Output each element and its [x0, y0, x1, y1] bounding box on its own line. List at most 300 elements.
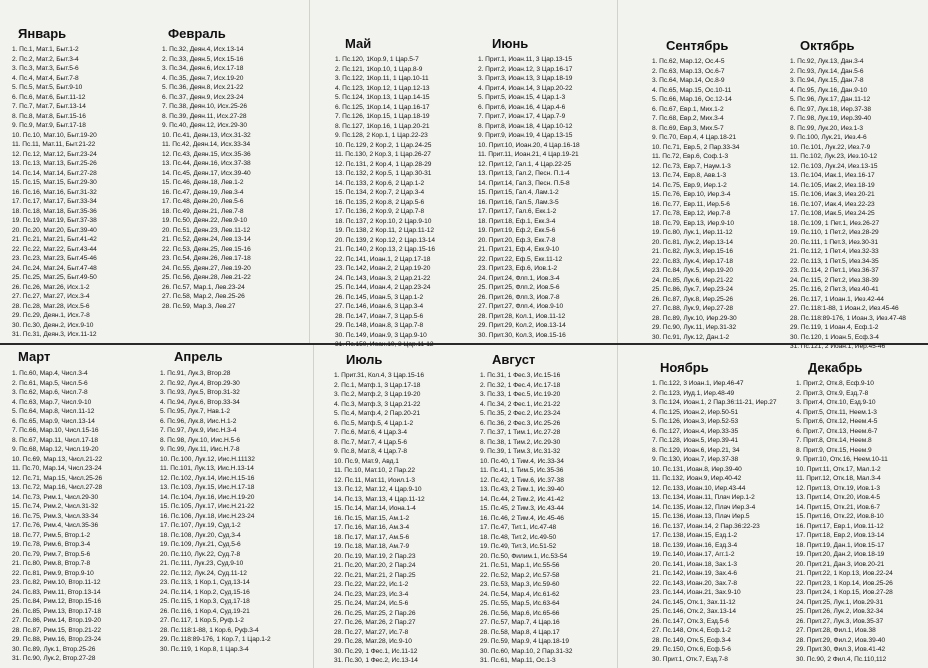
- reading-day-line: 16. Пс.16, Мат.16, Быт.31-32: [12, 188, 97, 196]
- reading-day-line: 15. Пс.76, Евр.10, Иер.3-4: [652, 191, 731, 198]
- reading-day-line: 23. Пс.54, Деян.26, Лев.17-18: [162, 255, 251, 262]
- reading-day-line: 17. Прит.17, Гал.6, Екк.1-2: [478, 208, 557, 215]
- reading-day-line: 14. Пс.135, Иоан.12, Плач Иер.3-4: [652, 503, 756, 511]
- reading-day-line: 30. Пс.120, 1 Иоан.5, Есф.3-4: [790, 333, 879, 341]
- reading-day-line: 29. Пс.88, Рим.16, Втор.23-24: [12, 636, 102, 643]
- reading-day-line: 23. Пс.142, Иоан.2, 2 Цар.19-20: [335, 265, 431, 272]
- reading-day-line: 28. Пс.28, Мат.28, Исх.5-6: [12, 302, 90, 310]
- reading-day-line: 24. Пс.55, Деян.27, Лев.19-20: [162, 264, 251, 272]
- reading-day-line: 9. Пс.8, Мат.8, 4 Цар.7-8: [334, 448, 408, 455]
- reading-day-line: 16. Пс.107, Иак.4, Иез.22-23: [790, 200, 875, 208]
- reading-day-line: 7. Пс.98, Лук.19, Иер.39-40: [790, 115, 872, 122]
- reading-day-line: 22. Пс.21, Мат.21, 2 Пар.25: [334, 571, 416, 579]
- month-title: Июнь: [492, 36, 529, 51]
- reading-day-line: 7. Пс.37, 1 Тим.1, Ис.27-28: [480, 429, 561, 436]
- reading-day-line: 2. Пс.123, Иуд.1, Иер.48-49: [652, 389, 735, 397]
- reading-day-line: 21. Пс.112, 1 Пет.4, Иез.32-33: [790, 248, 879, 255]
- reading-day-line: 22. Пс.52, Мар.2, Ис.57-58: [480, 571, 560, 579]
- reading-day-line: 14. Пс.44, 2 Тим.2, Ис.41-42: [480, 495, 564, 503]
- reading-day-line: 5. Пс.35, 2 Фес.2, Ис.23-24: [480, 410, 561, 417]
- reading-day-line: 17. Пс.78, Евр.12, Иер.7-8: [652, 210, 731, 217]
- reading-day-line: 8. Пс.8, Мат.8, Быт.15-16: [12, 112, 86, 120]
- reading-day-line: 6. Пс.65, Мар.9, Числ.13-14: [12, 417, 95, 425]
- reading-list: [12, 369, 182, 664]
- reading-day-line: 2. Пс.93, Лук.14, Дан.5-6: [790, 67, 864, 75]
- reading-day-line: 11. Прит.12, Отк.18, Мал.3-4: [796, 475, 881, 482]
- reading-day-line: 20. Прит.20, Еф.3, Екк.7-8: [478, 236, 556, 244]
- reading-day-line: 27. Пс.58, Мар.2, Лев.25-26: [162, 293, 245, 300]
- reading-day-line: 23. Пс.22, Мат.22, Ис.1-2: [334, 581, 409, 588]
- reading-day-line: 22. Пс.143, Иоан.20, Зах.7-8: [652, 579, 737, 587]
- reading-day-line: 23. Прит.24, 1 Кор.15, Иов.27-28: [796, 589, 893, 596]
- reading-day-line: 4. Пс.63, Мар.7, Числ.9-10: [12, 398, 92, 406]
- reading-day-line: 27. Пс.86, Рим.14, Втор.19-20: [12, 617, 102, 624]
- reading-day-line: 8. Пс.67, Мар.11, Числ.17-18: [12, 436, 98, 444]
- reading-day-line: 30. Пс.89, Лук.1, Втор.25-26: [12, 645, 96, 653]
- month-april: [160, 349, 330, 654]
- reading-day-line: 22. Пс.22, Мат.22, Быт.43-44: [12, 245, 97, 253]
- reading-day-line: 13. Пс.103, Лук.15, Иис.Н.17-18: [160, 484, 255, 491]
- reading-day-line: 3. Прит.3, Иоан.13, 3 Цар.18-19: [478, 75, 573, 82]
- reading-day-line: 8. Пс.39, Деян.11, Исх.27-28: [162, 112, 247, 120]
- reading-day-line: 6. Пс.96, Лук.8, Иис.Н.1-2: [160, 417, 237, 425]
- reading-day-line: 29. Прит.30, Фил.3, Иов.41-42: [796, 646, 886, 653]
- reading-day-line: 20. Пс.81, Лук.2, Иер.13-14: [652, 238, 734, 246]
- reading-day-line: 16. Пс.15, Мат.15, Ам.1-2: [334, 514, 410, 522]
- reading-day-line: 17. Пс.138, Иоан.15, Езд.1-2: [652, 532, 738, 539]
- reading-day-line: 18. Пс.17, Мат.17, Ам.5-6: [334, 533, 410, 541]
- reading-day-line: 3. Пс.2, Матф.2, 3 Цар.19-20: [334, 391, 421, 398]
- reading-day-line: 23. Пс.113, 1 Кор.1, Суд.13-14: [160, 579, 250, 586]
- reading-day-line: 6. Пс.37, Деян.9, Исх.23-24: [162, 93, 244, 101]
- reading-day-line: 20. Пс.139, 2 Кор.12, 2 Цар.13-14: [335, 236, 435, 244]
- reading-day-line: 28. Пс.147, Иоан.7, 3 Цар.5-6: [335, 312, 424, 320]
- reading-day-line: 16. Пс.75, Рим.3, Числ.33-34: [12, 512, 99, 520]
- reading-day-line: 30. Пс.30, Деян.2, Исх.9-10: [12, 321, 94, 329]
- reading-day-line: 26. Пс.26, Мат.26, Исх.1-2: [12, 283, 90, 291]
- reading-day-line: 22. Пс.113, 1 Пет.5, Иез.34-35: [790, 257, 879, 265]
- reading-day-line: 14. Прит.14, Гал.3, Песн. П.5-8: [478, 179, 570, 187]
- reading-day-line: 9. Пс.99, Лук.11, Иис.Н.7-8: [160, 446, 240, 453]
- month-december: [796, 360, 928, 664]
- reading-day-line: 18. Пс.48, Тит.2, Ис.49-50: [480, 533, 557, 541]
- reading-day-line: 7. Пс.97, Лук.9, Иис.Н.3-4: [160, 427, 237, 434]
- reading-day-line: 11. Пс.130, 2 Кор.3, 1 Цар.26-27: [335, 151, 431, 158]
- reading-day-line: 15. Пс.15, Мат.15, Быт.29-30: [12, 179, 97, 186]
- reading-list: [12, 45, 182, 340]
- reading-day-line: 2. Пс.1, Матф.1, 3 Цар.17-18: [334, 381, 421, 389]
- reading-list: [796, 379, 928, 664]
- reading-day-line: 14. Пс.45, Деян.17, Исх.39-40: [162, 169, 251, 177]
- reading-day-line: 22. Пс.112, Лук.24, Суд.11-12: [160, 569, 247, 577]
- reading-day-line: 19. Пс.109, Лук.21, Суд.5-6: [160, 541, 241, 548]
- reading-day-line: 17. Пс.17, Мат.17, Быт.33-34: [12, 198, 97, 205]
- reading-day-line: 19. Пс.50, Деян.22, Лев.9-10: [162, 217, 248, 224]
- reading-day-line: 11. Пс.42, Деян.14, Исх.33-34: [162, 141, 251, 148]
- month-august: [480, 352, 650, 666]
- reading-day-line: 21. Пс.80, Рим.8, Втор.7-8: [12, 560, 91, 567]
- reading-day-line: 26. Прит.27, Лук.3, Иов.35-37: [796, 617, 884, 625]
- reading-day-line: 24. Пс.23, Мат.23, Ис.3-4: [334, 590, 409, 598]
- reading-day-line: 21. Пс.51, Мар.1, Ис.55-56: [480, 562, 560, 569]
- reading-day-line: 29. Пс.90, Лук.11, Иер.31-32: [652, 324, 737, 331]
- reading-day-line: 2. Прит.2, Иоан.12, 3 Цар.16-17: [478, 65, 573, 73]
- reading-day-line: 6. Пс.5, Матф.5, 4 Цар.1-2: [334, 419, 414, 427]
- reading-day-line: 1. Прит.31, Кол.4, 3 Цар.15-16: [334, 372, 424, 379]
- reading-day-line: 5. Пс.4, Матф.4, 2 Пар.20-21: [334, 410, 421, 417]
- reading-day-line: 25. Пс.56, Деян.28, Лев.21-22: [162, 274, 251, 281]
- month-title: Апрель: [174, 349, 223, 364]
- reading-day-line: 25. Пс.84, Рим.12, Втор.15-16: [12, 598, 102, 605]
- reading-day-line: 5. Пс.126, Иоан.3, Иер.52-53: [652, 418, 739, 425]
- reading-day-line: 24. Пс.24, Мат.24, Быт.47-48: [12, 264, 97, 272]
- reading-day-line: 29. Прит.29, Кол.2, Иов.13-14: [478, 322, 566, 329]
- reading-day-line: 5. Прит.5, Иоан.15, 4 Цар.1-3: [478, 94, 566, 101]
- reading-day-line: 18. Пс.77, Рим.5, Втор.1-2: [12, 531, 91, 539]
- reading-day-line: 19. Пс.18, Мат.18, Ам.7-9: [334, 543, 410, 550]
- reading-day-line: 8. Прит.8, Иоан.18, 4 Цар.10-12: [478, 122, 573, 130]
- reading-day-line: 29. Пс.118:89-176, 1 Кор.7, 1 Цар.1-2: [160, 636, 271, 643]
- reading-day-line: 7. Прит.8, Отк.14, Неем.8: [796, 437, 872, 444]
- reading-day-line: 12. Пс.102, Лук.14, Иис.Н.15-16: [160, 474, 255, 482]
- reading-day-line: 3. Прит.4, Отк.10, Езд.9-10: [796, 399, 876, 406]
- reading-day-line: 27. Прит.28, Фил.1, Иов.38: [796, 627, 876, 634]
- reading-day-line: 11. Пс.132, Иоан.9, Иер.40-42: [652, 475, 742, 482]
- reading-day-line: 24. Пс.83, Рим.11, Втор.13-14: [12, 588, 101, 596]
- reading-day-line: 26. Пс.147, Отк.3, Езд.5-6: [652, 617, 729, 625]
- reading-day-line: 18. Пс.49, Деян.21, Лев.7-8: [162, 207, 244, 215]
- reading-day-line: 9. Пс.70, Евр.4, 4 Цар.18-21: [652, 134, 737, 141]
- reading-day-line: 13. Пс.43, 2 Тим.1, Ис.39-40: [480, 486, 564, 493]
- reading-day-line: 13. Пс.12, Мат.12, 4 Цар.9-10: [334, 486, 422, 493]
- reading-list: [160, 369, 330, 654]
- reading-day-line: 21. Пс.142, Иоан.19, Зах.4-6: [652, 570, 737, 577]
- reading-day-line: 21. Пс.82, Лук.3, Иер.15-16: [652, 248, 734, 255]
- reading-day-line: 18. Пс.108, Лук.20, Суд.3-4: [160, 531, 241, 539]
- reading-day-line: 3. Пс.122, 1Кор.11, 1 Цар.10-11: [335, 75, 429, 82]
- reading-day-line: 10. Пс.10, Мат.10, Быт.19-20: [12, 131, 97, 139]
- reading-day-line: 28. Пс.59, Мар.3, Лев.27: [162, 302, 236, 310]
- reading-day-line: 19. Пс.138, 2 Кор.11, 2 Цар.11-12: [335, 227, 434, 234]
- reading-day-line: 14. Пс.13, Мат.13, 4 Цар.11-12: [334, 495, 425, 503]
- reading-day-line: 4. Пс.65, Мар.15, Ос.10-11: [652, 86, 732, 94]
- reading-day-line: 14. Пс.75, Евр.9, Иер.1-2: [652, 181, 727, 189]
- reading-day-line: 10. Пс.69, Мар.13, Числ.21-22: [12, 455, 103, 463]
- reading-day-line: 3. Пс.94, Лук.15, Дан.7-8: [790, 77, 864, 84]
- reading-day-line: 12. Пс.133, Иоан.10, Иер.43-44: [652, 484, 746, 492]
- reading-day-line: 13. Пс.132, 2 Кор.5, 1 Цар.30-31: [335, 170, 432, 177]
- reading-day-line: 26. Пс.116, 1 Кор.4, Суд.19-21: [160, 607, 250, 615]
- reading-day-line: 17. Пс.76, Рим.4, Числ.35-36: [12, 522, 99, 529]
- reading-day-line: 20. Пс.19, Мат.19, 2 Пар.23: [334, 552, 416, 560]
- reading-day-line: 13. Пс.74, Евр.8, Авв.1-3: [652, 172, 727, 179]
- reading-day-line: 18. Пс.109, 1 Пет.1, Иез.26-27: [790, 219, 880, 227]
- reading-day-line: 12. Пс.12, Мат.12, Быт.23-24: [12, 150, 97, 158]
- reading-day-line: 1. Прит.1, Иоан.11, 3 Цар.13-15: [478, 56, 572, 63]
- reading-day-line: 3. Пс.3, Мат.3, Быт.5-6: [12, 65, 79, 72]
- reading-day-line: 9. Пс.9, Мат.9, Быт.17-18: [12, 122, 86, 129]
- reading-day-line: 13. Прит.14, Отк.20, Иов.4-5: [796, 494, 880, 501]
- reading-day-line: 7. Пс.6, Мат.6, 4 Цар.3-4: [334, 429, 408, 436]
- reading-day-line: 12. Пс.42, 1 Тим.6, Ис.37-38: [480, 476, 564, 484]
- reading-day-line: 8. Пс.98, Лук.10, Иис.Н.5-6: [160, 436, 240, 444]
- reading-day-line: 7. Пс.128, Иоан.5, Иер.39-41: [652, 437, 739, 444]
- reading-day-line: 30. Пс.29, 1 Фес.1, Ис.11-12: [334, 647, 418, 655]
- reading-day-line: 7. Пс.38, Деян.10, Исх.25-26: [162, 103, 248, 110]
- reading-day-line: 25. Прит.26, Лук.2, Иов.32-34: [796, 608, 884, 615]
- reading-day-line: 22. Прит.22, Еф.5, Екк.11-12: [478, 255, 563, 263]
- reading-day-line: 27. Пс.148, Отк.4, Есф.1-2: [652, 627, 731, 634]
- reading-day-line: 20. Пс.51, Деян.23, Лев.11-12: [162, 226, 251, 234]
- reading-day-line: 4. Пс.3, Матф.3, 3 Цар.21-22: [334, 400, 421, 408]
- reading-day-line: 29. Пс.150, Отк.6, Есф.5-6: [652, 646, 731, 653]
- reading-day-line: 17. Прит.18, Евр.2, Иов.13-14: [796, 532, 885, 539]
- reading-day-line: 24. Пс.145, Отк.1, Зах.11-12: [652, 598, 736, 606]
- month-june: [478, 36, 648, 340]
- reading-day-line: 15. Пс.14, Мат.14, Иона.1-4: [334, 505, 416, 512]
- reading-day-line: 6. Прит.6, Иоан.16, 4 Цар.4-6: [478, 103, 566, 111]
- reading-day-line: 22. Пс.53, Деян.25, Лев.15-16: [162, 245, 251, 253]
- reading-day-line: 10. Прит.10, Иоан.20, 4 Цар.16-18: [478, 141, 580, 149]
- reading-day-line: 17. Пс.136, 2 Кор.9, 2 Цар.7-8: [335, 208, 425, 215]
- reading-day-line: 11. Пс.101, Лук.13, Иис.Н.13-14: [160, 465, 254, 472]
- reading-day-line: 9. Пс.130, Иоан.7, Иер.37-38: [652, 456, 739, 463]
- reading-day-line: 23. Пс.23, Мат.23, Быт.45-46: [12, 255, 97, 262]
- reading-day-line: 15. Прит.15, Гал.4, Лам.1-2: [478, 189, 559, 196]
- reading-day-line: 26. Пс.56, Мар.6, Ис.65-66: [480, 609, 560, 617]
- reading-day-line: 13. Прит.13, Гал.2, Песн. П.1-4: [478, 170, 570, 177]
- reading-day-line: 2. Пс.33, Деян.5, Исх.15-16: [162, 55, 244, 63]
- reading-day-line: 27. Пс.27, Мат.27, Исх.3-4: [12, 293, 90, 300]
- reading-day-line: 23. Пс.144, Иоан.21, Зах.9-10: [652, 589, 741, 596]
- reading-day-line: 7. Пс.126, 1Кор.15, 1 Цар.18-19: [335, 113, 430, 120]
- reading-day-line: 30. Пс.90, 2 Фил.4, Пс.110,112: [796, 655, 887, 663]
- reading-day-line: 20. Пс.110, Лук.22, Суд.7-8: [160, 550, 241, 558]
- reading-day-line: 28. Прит.28, Кол.1, Иов.11-12: [478, 312, 566, 320]
- reading-day-line: 15. Пс.136, Иоан.13, Плач Иер.5: [652, 513, 750, 520]
- month-title: Ноябрь: [660, 360, 709, 375]
- reading-day-line: 15. Пс.45, 2 Тим.3, Ис.43-44: [480, 505, 564, 512]
- reading-day-line: 2. Прит.3, Отк.9, Езд.7-8: [796, 389, 869, 397]
- reading-day-line: 2. Пс.32, 1 Фес.4, Ис.17-18: [480, 381, 561, 389]
- reading-day-line: 12. Прит.12, Гал.1, 4 Цар.22-25: [478, 160, 572, 168]
- reading-day-line: 16. Пс.77, Евр.11, Иер.5-6: [652, 200, 730, 208]
- reading-day-line: 19. Пс.19, Мат.19, Быт.37-38: [12, 217, 97, 224]
- reading-day-line: 27. Прит.27, Флп.4, Иов.9-10: [478, 303, 564, 310]
- reading-day-line: 6. Пс.36, 2 Фес.3, Ис.25-26: [480, 419, 561, 427]
- reading-day-line: 31. Пс.150, Иоан.10, 3 Цар.11-12: [335, 341, 434, 348]
- reading-day-line: 20. Пс.79, Рим.7, Втор.5-6: [12, 550, 91, 558]
- reading-day-line: 22. Пс.83, Лук.4, Иер.17-18: [652, 257, 734, 265]
- reading-day-line: 5. Пс.124, 1Кор.13, 1 Цар.14-15: [335, 94, 430, 101]
- reading-day-line: 4. Прит.5, Отк.11, Неем.1-3: [796, 408, 877, 416]
- reading-day-line: 4. Пс.4, Мат.4, Быт.7-8: [12, 74, 79, 82]
- reading-day-line: 25. Пс.25, Мат.25, Быт.49-50: [12, 274, 97, 281]
- month-title: Октябрь: [800, 38, 855, 53]
- reading-day-line: 10. Пс.9, Мат.9, Авд.1: [334, 457, 399, 465]
- reading-day-line: 10. Пс.40, 1 Тим.4, Ис.33-34: [480, 457, 564, 465]
- reading-day-line: 20. Пс.141, Иоан.18, Зах.1-3: [652, 560, 737, 568]
- reading-day-line: 27. Пс.26, Мат.26, 2 Пар.27: [334, 619, 416, 626]
- reading-day-line: 10. Пс.71, Евр.5, 2 Пар.33-34: [652, 143, 740, 151]
- reading-day-line: 23. Пс.84, Лук.5, Иер.19-20: [652, 267, 734, 274]
- reading-day-line: 19. Пс.78, Рим.6, Втор.3-4: [12, 541, 91, 548]
- reading-day-line: 30. Пс.119, 1 Кор.8, 1 Цар.3-4: [160, 645, 249, 653]
- reading-day-line: 27. Пс.88, Лук.9, Иер.27-28: [652, 305, 734, 312]
- reading-day-line: 31. Пс.121, 2 Иоан.1, Иер.45-46: [790, 343, 886, 350]
- reading-day-line: 15. Пс.74, Рим.2, Числ.31-32: [12, 503, 99, 510]
- reading-day-line: 29. Пс.148, Иоан.8, 3 Цар.7-8: [335, 322, 424, 329]
- reading-day-line: 3. Пс.64, Мар.14, Ос.8-9: [652, 77, 725, 84]
- reading-day-line: 24. Пс.85, Лук.6, Иер.21-22: [652, 276, 734, 284]
- reading-day-line: 4. Пс.35, Деян.7, Исх.19-20: [162, 74, 244, 82]
- reading-day-line: 13. Пс.44, Деян.16, Исх.37-38: [162, 160, 251, 167]
- reading-day-line: 14. Пс.104, Лук.16, Иис.Н.19-20: [160, 493, 255, 501]
- reading-day-line: 26. Пс.85, Рим.13, Втор.17-18: [12, 607, 102, 615]
- month-title: Август: [492, 352, 536, 367]
- reading-day-line: 21. Пс.140, 2 Кор.13, 2 Цар.15-16: [335, 246, 435, 253]
- reading-day-line: 6. Прит.7, Отк.13, Неем.6-7: [796, 427, 878, 435]
- reading-day-line: 14. Пс.73, Рим.1, Числ.29-30: [12, 493, 99, 501]
- reading-day-line: 28. Пс.87, Рим.15, Втор.21-22: [12, 626, 102, 634]
- reading-day-line: 7. Пс.66, Мар.10, Числ.15-16: [12, 427, 99, 434]
- reading-day-line: 10. Прит.11, Отк.17, Мал.1-2: [796, 465, 881, 473]
- reading-day-line: 15. Пс.46, Деян.18, Лев.1-2: [162, 179, 244, 186]
- reading-day-line: 16. Пс.137, Иоан.14, 2 Пар.36:22-23: [652, 522, 760, 530]
- reading-day-line: 26. Пс.145, Иоан.5, 3 Цар.1-2: [335, 293, 424, 301]
- reading-day-line: 12. Пс.43, Деян.15, Исх.35-36: [162, 150, 251, 158]
- reading-day-line: 2. Пс.121, 1Кор.10, 1 Цар.8-9: [335, 65, 423, 73]
- reading-day-line: 24. Пс.115, 2 Пет.2, Иез.38-39: [790, 276, 879, 284]
- reading-day-line: 31. Пс.61, Мар.11, Ос.1-3: [480, 657, 556, 664]
- reading-day-line: 27. Пс.57, Мар.7, 4 Цар.16: [480, 619, 560, 626]
- reading-day-line: 4. Пс.34, 2 Фес.1, Ис.21-22: [480, 400, 561, 408]
- reading-day-line: 23. Пс.53, Мар.3, Ис.59-60: [480, 581, 560, 588]
- reading-day-line: 3. Пс.33, 1 Фес.5, Ис.19-20: [480, 391, 561, 398]
- reading-day-line: 15. Пс.105, Лук.17, Иис.Н.21-22: [160, 503, 255, 510]
- reading-day-line: 3. Пс.93, Лук.5, Втор.31-32: [160, 389, 240, 396]
- reading-day-line: 26. Пс.25, Мат.25, 2 Пар.26: [334, 609, 416, 617]
- reading-day-line: 1. Пс.31, 1 Фес.3, Ис.15-16: [480, 372, 561, 379]
- reading-day-line: 4. Пс.123, 1Кор.12, 1 Цар.12-13: [335, 84, 430, 92]
- reading-day-line: 4. Прит.4, Иоан.14, 3 Цар.20-22: [478, 84, 573, 92]
- reading-list: [480, 371, 650, 666]
- reading-day-line: 25. Пс.144, Иоан.4, 2 Цар.23-24: [335, 284, 431, 291]
- month-title: Январь: [18, 26, 67, 41]
- reading-day-line: 1. Пс.60, Мар.4, Числ.3-4: [12, 370, 88, 377]
- reading-day-line: 12. Пс.103, Лук.24, Иез.13-15: [790, 162, 878, 170]
- reading-day-line: 10. Пс.129, 2 Кор.2, 1 Цар.24-25: [335, 141, 432, 149]
- reading-day-line: 4. Пс.95, Лук.16, Дан.9-10: [790, 86, 868, 94]
- reading-day-line: 8. Пс.129, Иоан.6, Иер.21, 34: [652, 446, 740, 454]
- reading-day-line: 10. Пс.100, Лук.12, Иис.Н.11132: [160, 455, 255, 463]
- reading-day-line: 18. Пс.79, Евр.13, Иер.9-10: [652, 219, 735, 227]
- reading-list: [478, 55, 648, 340]
- reading-day-line: 7. Пс.68, Евр.2, Мих.3-4: [652, 115, 724, 122]
- reading-day-line: 3. Пс.124, Иоан.1, 2 Пар.36:11-21, Иер.27: [652, 399, 777, 406]
- reading-day-line: 5. Пс.36, Деян.8, Исх.21-22: [162, 84, 244, 91]
- reading-day-line: 15. Пс.134, 2 Кор.7, 2 Цар.3-4: [335, 189, 425, 196]
- reading-day-line: 13. Пс.134, Иоан.11, Плач Иер.1-2: [652, 494, 755, 501]
- reading-day-line: 12. Пс.11, Мат.11, Иоил.1-3: [334, 476, 416, 484]
- reading-day-line: 5. Прит.6, Отк.12, Неем.4-5: [796, 418, 878, 425]
- reading-day-line: 21. Пс.21, Мат.21, Быт.41-42: [12, 236, 97, 243]
- reading-day-line: 11. Пс.10, Мат.10, 2 Пар.22: [334, 467, 415, 474]
- reading-day-line: 25. Пс.24, Мат.24, Ис.5-6: [334, 600, 409, 607]
- reading-day-line: 30. Пс.60, Мар.10, 2 Пар.31-32: [480, 647, 573, 655]
- reading-day-line: 8. Пс.69, Евр.3, Мих.5-7: [652, 124, 724, 132]
- reading-day-line: 29. Пс.119, 1 Иоан.4, Есф.1-2: [790, 324, 879, 331]
- reading-day-line: 7. Пс.7, Мат.7, Быт.13-14: [12, 103, 86, 110]
- reading-day-line: 11. Прит.11, Иоан.21, 4 Цар.19-21: [478, 151, 579, 158]
- month-title: Май: [345, 36, 372, 51]
- reading-day-line: 20. Пс.20, Мат.20, Быт.39-40: [12, 226, 97, 234]
- reading-day-line: 14. Пс.105, Иак.2, Иез.18-19: [790, 181, 875, 189]
- reading-day-line: 21. Пс.52, Деян.24, Лев.13-14: [162, 236, 251, 243]
- reading-day-line: 2. Пс.61, Мар.5, Числ.5-6: [12, 379, 88, 387]
- month-march: [12, 349, 182, 664]
- reading-day-line: 20. Прит.21, Дан.3, Иов.20-21: [796, 560, 885, 568]
- reading-day-line: 22. Прит.23, 1 Кор.14, Иов.25-26: [796, 579, 893, 587]
- reading-day-line: 6. Пс.125, 1Кор.14, 1 Цар.16-17: [335, 103, 430, 111]
- month-january: [12, 26, 182, 340]
- reading-list: [162, 45, 332, 311]
- reading-day-line: 8. Пс.127, 1Кор.16, 1 Цар.20-21: [335, 122, 430, 130]
- reading-day-line: 10. Пс.101, Лук.22, Иез.7-9: [790, 143, 871, 151]
- reading-day-line: 1. Пс.32, Деян.4, Исх.13-14: [162, 46, 244, 53]
- reading-day-line: 1. Пс.92, Лук.13, Дан.3-4: [790, 58, 864, 65]
- reading-day-line: 26. Прит.26, Флп.3, Иов.7-8: [478, 293, 560, 301]
- reading-day-line: 16. Пс.47, Деян.19, Лев.3-4: [162, 188, 244, 196]
- reading-day-line: 11. Пс.102, Лук.23, Иез.10-12: [790, 153, 877, 160]
- reading-day-line: 9. Пс.40, Деян.12, Исх.29-30: [162, 122, 248, 129]
- reading-day-line: 26. Пс.87, Лук.8, Иер.25-26: [652, 295, 734, 303]
- reading-day-line: 5. Пс.64, Мар.8, Числ.11-12: [12, 408, 95, 415]
- reading-day-line: 21. Пс.111, Лук.23, Суд.9-10: [160, 560, 244, 567]
- reading-day-line: 17. Пс.108, Иак.5, Иез.24-25: [790, 210, 875, 217]
- reading-day-line: 1. Пс.91, Лук.3, Втор.28: [160, 370, 231, 377]
- reading-list: [790, 57, 928, 352]
- reading-day-line: 10. Пс.41, Деян.13, Исх.31-32: [162, 131, 251, 139]
- reading-day-line: 20. Пс.50, Филим.1, Ис.53-54: [480, 552, 568, 560]
- reading-day-line: 9. Прит.9, Иоан.19, 4 Цар.13-15: [478, 132, 573, 139]
- month-october: [790, 38, 928, 352]
- reading-day-line: 12. Пс.71, Мар.15, Числ.25-26: [12, 474, 103, 482]
- reading-day-line: 27. Пс.118:1-88, 1 Иоан.2, Иез.45-46: [790, 305, 899, 312]
- reading-day-line: 4. Пс.125, Иоан.2, Иер.50-51: [652, 408, 739, 416]
- reading-day-line: 28. Пс.118:89-176, 1 Иоан.3, Иез.47-48: [790, 314, 906, 322]
- reading-day-line: 29. Пс.29, Деян.1, Исх.7-8: [12, 312, 90, 319]
- reading-day-line: 8. Пс.7, Мат.7, 4 Цар.5-6: [334, 438, 408, 446]
- month-title: Сентябрь: [666, 38, 729, 53]
- reading-day-line: 24. Пс.143, Иоан.3, 2 Цар.21-22: [335, 274, 431, 282]
- reading-day-line: 19. Пс.49, Тит.3, Ис.51-52: [480, 543, 557, 550]
- reading-day-line: 24. Прит.25, Лук.1, Иов.29-31: [796, 598, 884, 606]
- reading-day-line: 21. Прит.22, 1 Кор.13, Иов.22-24: [796, 570, 893, 577]
- reading-day-line: 6. Пс.67, Евр.1, Мих.1-2: [652, 105, 724, 113]
- reading-day-line: 1. Пс.62, Мар.12, Ос.4-5: [652, 58, 725, 65]
- month-title: Февраль: [168, 26, 226, 41]
- reading-day-line: 2. Пс.2, Мат.2, Быт.3-4: [12, 55, 79, 63]
- reading-day-line: 23. Пс.82, Рим.10, Втор.11-12: [12, 579, 101, 586]
- reading-day-line: 30. Прит.30, Кол.3, Иов.15-16: [478, 331, 566, 339]
- reading-day-line: 5. Пс.96, Лук.17, Дан.11-12: [790, 96, 871, 103]
- reading-day-line: 17. Пс.16, Мат.16, Ам.3-4: [334, 524, 410, 531]
- reading-day-line: 24. Пс.54, Мар.4, Ис.61-62: [480, 590, 560, 598]
- reading-day-line: 25. Прит.25, Флп.2, Иов.5-6: [478, 284, 560, 291]
- reading-day-line: 1. Пс.1, Мат.1, Быт.1-2: [12, 46, 79, 53]
- reading-day-line: 1. Пс.122, 3 Иоан.1, Иер.46-47: [652, 380, 744, 387]
